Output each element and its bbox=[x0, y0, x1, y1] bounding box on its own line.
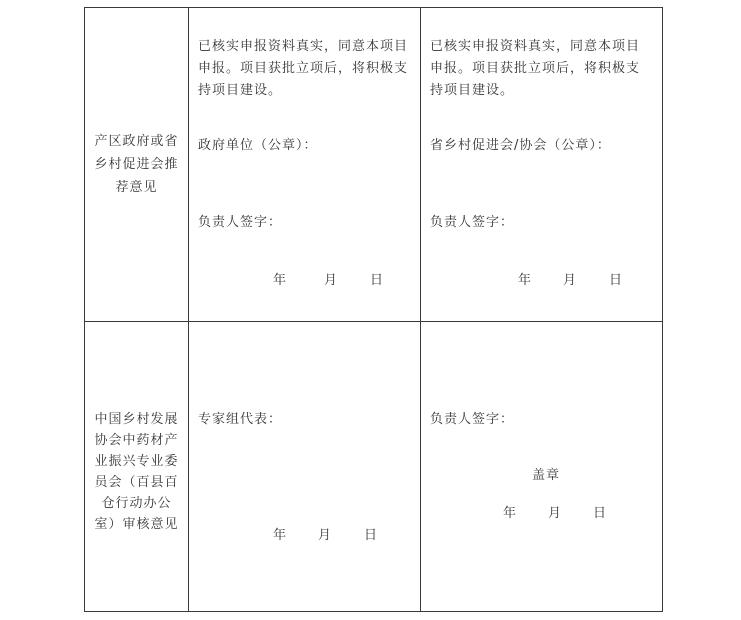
column-divider-2 bbox=[420, 7, 421, 612]
day-label: 日 bbox=[593, 506, 608, 521]
statement-line: 已核实申报资料真实，同意本项目 bbox=[430, 39, 641, 54]
stamp-label: 盖章 bbox=[532, 468, 561, 483]
column-divider-1 bbox=[188, 7, 189, 612]
row2-label-line: 业振兴专业委 bbox=[94, 454, 179, 469]
day-label: 日 bbox=[364, 528, 379, 543]
rural-promotion-association-seal-label: 省乡村促进会/协会（公章）： bbox=[430, 138, 611, 153]
responsible-person-signature-label: 负责人签字： bbox=[430, 215, 515, 230]
day-label: 日 bbox=[609, 273, 624, 288]
year-label: 年 bbox=[273, 273, 288, 288]
year-label: 年 bbox=[273, 528, 288, 543]
row1-label-line: 产区政府或省 bbox=[94, 134, 179, 149]
row2-label-line: 协会中药材产 bbox=[94, 433, 179, 448]
responsible-person-signature-label: 负责人签字： bbox=[430, 412, 515, 427]
row1-label-line: 乡村促进会推 bbox=[94, 157, 179, 172]
day-label: 日 bbox=[370, 273, 385, 288]
row2-label-line: 员会（百县百 bbox=[94, 475, 179, 490]
year-label: 年 bbox=[503, 506, 518, 521]
expert-group-representative-label: 专家组代表： bbox=[198, 412, 283, 427]
statement-line: 申报。项目获批立项后，将积极支 bbox=[198, 61, 409, 76]
table-right-border bbox=[662, 7, 663, 612]
statement-line: 已核实申报资料真实，同意本项目 bbox=[198, 39, 409, 54]
row-divider bbox=[84, 321, 663, 322]
responsible-person-signature-label: 负责人签字： bbox=[198, 215, 283, 230]
table-top-border bbox=[84, 7, 663, 8]
month-label: 月 bbox=[318, 528, 333, 543]
statement-line: 持项目建设。 bbox=[430, 83, 515, 98]
row2-label-line: 室）审核意见 bbox=[94, 517, 179, 532]
month-label: 月 bbox=[548, 506, 563, 521]
statement-line: 持项目建设。 bbox=[198, 83, 283, 98]
row2-label-line: 仓行动办公 bbox=[101, 496, 172, 511]
table-bottom-border bbox=[84, 611, 663, 612]
month-label: 月 bbox=[563, 273, 578, 288]
row1-label-line: 荐意见 bbox=[115, 180, 158, 195]
row2-label-line: 中国乡村发展 bbox=[94, 412, 179, 427]
government-unit-seal-label: 政府单位（公章）： bbox=[198, 138, 318, 153]
year-label: 年 bbox=[518, 273, 533, 288]
month-label: 月 bbox=[324, 273, 339, 288]
statement-line: 申报。项目获批立项后，将积极支 bbox=[430, 61, 641, 76]
